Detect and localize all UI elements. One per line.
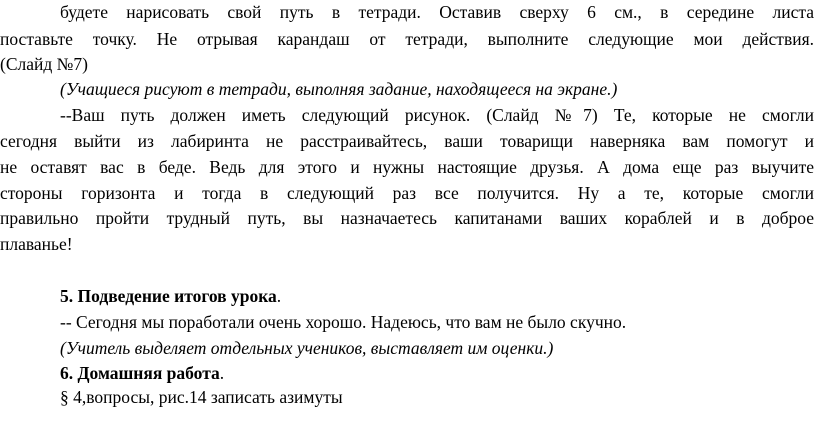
section-6-heading-period: .: [219, 363, 225, 383]
section-6-line: § 4,вопросы, рис.14 записать азимуты: [60, 387, 343, 407]
paragraph-2-line-4: стороны горизонта и тогда в следующий раз все получится. Ну а те, которые смогли: [0, 183, 814, 203]
note-students-drawing: (Учащиеся рисуют в тетради, выполняя задание, находящееся на экране.): [60, 79, 618, 99]
paragraph-1-line-3: (Слайд №7): [0, 54, 88, 74]
section-5-note: (Учитель выделяет отдельных учеников, выставляет им оценки.): [60, 338, 554, 358]
section-6-heading-line: [60, 361, 760, 385]
paragraph-2-line-5: правильно пройти трудный путь, вы назначаетесь капитанами ваших кораблей и в доброе: [0, 208, 814, 228]
paragraph-2-line-6: плаванье!: [0, 234, 73, 254]
section-5-line: -- Сегодня мы поработали очень хорошо. Надеюсь, что вам не было скучно.: [60, 312, 627, 332]
paragraph-2-line-2: сегодня выйти из лабиринта не расстраивайтесь, ваши товарищи наверняка вам помогут и: [0, 131, 814, 151]
section-5-heading-line: [60, 284, 760, 308]
paragraph-1-line-2: поставьте точку. Не отрывая карандаш от тетради, выполните следующие мои действия.: [0, 29, 814, 49]
paragraph-2-line-1: --Ваш путь должен иметь следующий рисунок. (Слайд №7) Те, которые не смогли: [60, 105, 814, 125]
paragraph-1-line-1: будете нарисовать свой путь в тетради. Оставив сверху 6 см., в середине листа: [60, 2, 814, 22]
section-5-heading: 5. Подведение итогов урока: [60, 286, 277, 306]
section-6-heading: 6. Домашняя работа: [60, 363, 220, 383]
section-5-heading-period: .: [276, 286, 282, 306]
paragraph-2-line-3: не оставят вас в беде. Ведь для этого и нужны настоящие друзья. А дома еще раз выучите: [0, 157, 814, 177]
